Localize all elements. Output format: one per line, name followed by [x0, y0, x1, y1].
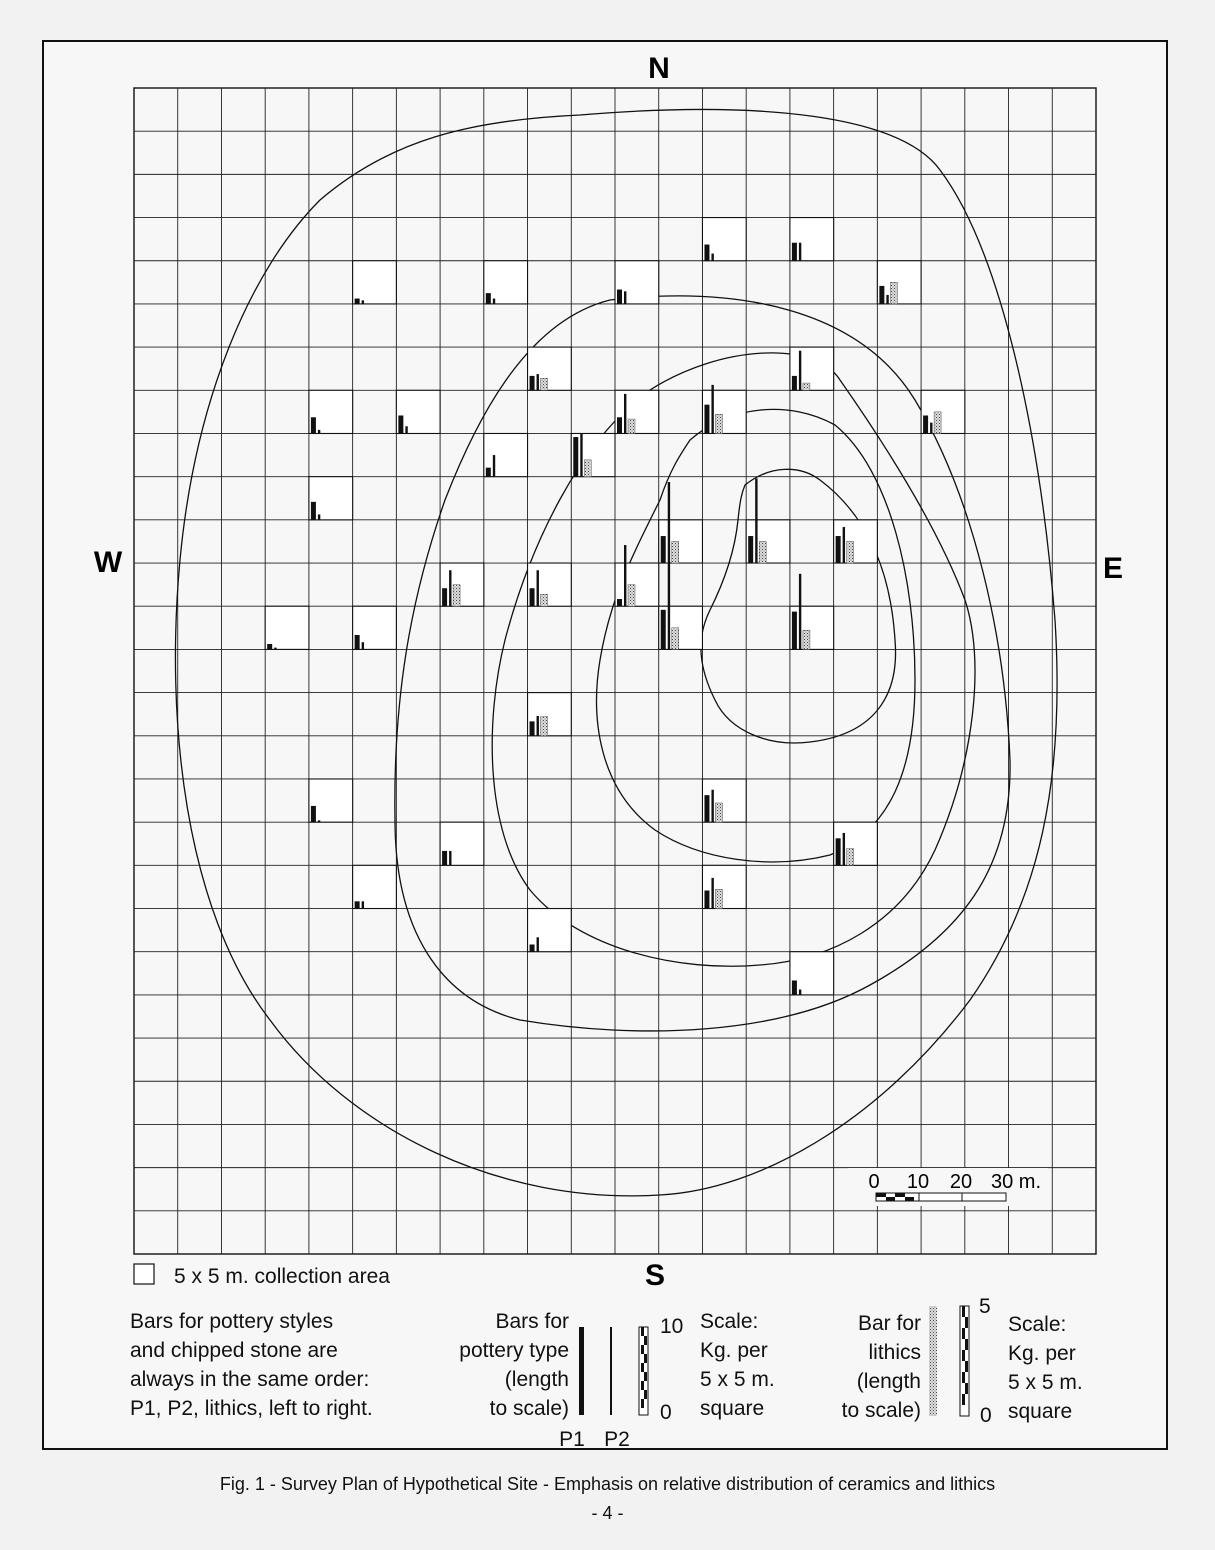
collection-square-outline [353, 261, 397, 304]
bar-p1 [486, 293, 491, 304]
bar-lithics [628, 419, 635, 433]
scale-tick-10: 10 [906, 1171, 930, 1193]
bar-p2 [843, 527, 845, 563]
collection-square [877, 261, 921, 304]
bar-p1 [267, 644, 272, 649]
bar-p1 [836, 536, 841, 563]
bar-p2 [624, 545, 626, 606]
bar-p2 [580, 433, 582, 476]
collection-square [484, 433, 528, 476]
collection-square [528, 563, 572, 606]
bar-lithics [759, 541, 766, 563]
scale-tick-0: 0 [868, 1171, 880, 1193]
collection-square [353, 606, 397, 649]
bar-p2 [274, 648, 276, 650]
pottery-p1-bar [579, 1327, 584, 1415]
lithics-scale-line-2: Kg. per [1008, 1342, 1076, 1365]
bar-p1 [748, 536, 753, 563]
north-label: N [648, 52, 670, 85]
bar-p1 [923, 415, 928, 433]
bar-p1 [355, 299, 360, 304]
collection-square [353, 865, 397, 908]
legend [130, 1264, 1083, 1451]
lithics-scale-ruler [960, 1306, 969, 1416]
bar-p2 [711, 790, 713, 822]
east-label: E [1102, 552, 1124, 585]
bar-p1 [573, 437, 578, 477]
bar-p2 [843, 833, 845, 865]
bar-p2 [405, 426, 407, 433]
pottery-scale-line-4: square [700, 1397, 765, 1420]
bar-p1 [792, 612, 797, 650]
lithics-scale-line-1: Scale: [1008, 1313, 1067, 1336]
lithics-scale-line-4: square [1008, 1400, 1073, 1423]
scale-tick-30: 30 m. [990, 1171, 1042, 1193]
bar-lithics [672, 541, 679, 563]
bar-p2 [799, 989, 801, 994]
west-label: W [93, 546, 123, 579]
bar-lithics [584, 460, 591, 477]
bar-lithics [541, 594, 548, 606]
lithics-scale-line-3: 5 x 5 m. [1008, 1371, 1083, 1394]
bar-p1 [792, 243, 797, 261]
collection-square [440, 563, 484, 606]
bar-p1 [704, 891, 709, 909]
bar-p2 [624, 394, 626, 434]
pottery-title-line-2: pottery type [459, 1339, 569, 1362]
bar-p2 [711, 254, 713, 261]
collection-area-swatch [134, 1264, 154, 1284]
bar-p1 [617, 290, 622, 304]
collection-square [702, 218, 746, 261]
bar-p1 [355, 635, 360, 649]
collection-square [790, 952, 834, 995]
bar-p2 [799, 574, 801, 650]
pottery-p2-bar [610, 1327, 612, 1415]
collection-square [702, 779, 746, 822]
collection-square [615, 545, 659, 606]
bar-p1 [530, 376, 535, 390]
bar-lithics [453, 585, 460, 607]
collection-square [702, 865, 746, 908]
bar-p1 [704, 405, 709, 434]
p1-label: P1 [559, 1428, 585, 1451]
collection-square [790, 347, 834, 390]
bar-p2 [318, 430, 320, 434]
collection-square [834, 520, 878, 563]
lithics-bar [929, 1306, 937, 1416]
bar-p1 [617, 417, 622, 433]
lithics-scale-min: 0 [980, 1404, 992, 1427]
bar-p1 [311, 417, 316, 433]
bar-lithics [672, 628, 679, 650]
bar-lithics [847, 541, 854, 563]
collection-square [528, 909, 572, 952]
collection-square [790, 218, 834, 261]
order-note-line-4: P1, P2, lithics, left to right. [130, 1397, 373, 1420]
bar-p1 [442, 588, 447, 606]
bar-p1 [486, 468, 491, 477]
bar-p2 [537, 937, 539, 951]
bar-p2 [537, 716, 539, 736]
bar-p2 [537, 570, 539, 606]
bar-p2 [930, 423, 932, 434]
page-number: - 4 - [591, 1503, 624, 1523]
bar-p1 [792, 376, 797, 390]
lithics-title-line-2: lithics [868, 1341, 921, 1364]
collection-square [659, 482, 703, 563]
bar-lithics [541, 717, 548, 736]
bar-p1 [879, 286, 884, 304]
collection-square [921, 390, 965, 433]
pottery-scale-min: 0 [660, 1401, 672, 1424]
collection-square [396, 390, 440, 433]
collection-square [834, 822, 878, 865]
bar-p2 [449, 570, 451, 606]
bar-p2 [755, 478, 757, 563]
bar-p2 [318, 820, 320, 822]
pottery-title-line-3: (length [504, 1368, 569, 1391]
bar-lithics [803, 383, 810, 390]
collection-square-outline [265, 606, 309, 649]
scale-tick-20: 20 [949, 1171, 973, 1193]
bar-p1 [355, 901, 360, 908]
bar-p1 [704, 795, 709, 822]
collection-square [309, 779, 353, 822]
figure-caption: Fig. 1 - Survey Plan of Hypothetical Site - Emphasis on relative distribution of ceramics and lithics [219, 1474, 996, 1494]
collection-square [309, 477, 353, 520]
pottery-scale-line-3: 5 x 5 m. [700, 1368, 775, 1391]
bar-p2 [362, 901, 364, 908]
order-note-line-1: Bars for pottery styles [130, 1310, 334, 1333]
bar-p2 [362, 300, 364, 304]
pottery-scale-line-2: Kg. per [700, 1339, 768, 1362]
bar-p2 [362, 642, 364, 649]
collection-square [571, 433, 615, 476]
bar-lithics [715, 414, 722, 433]
bar-lithics [803, 630, 810, 649]
bar-p2 [624, 291, 626, 304]
pottery-title-line-4: to scale) [489, 1397, 569, 1420]
bar-p2 [318, 514, 320, 519]
collection-square [790, 574, 834, 650]
collection-square [528, 693, 572, 736]
collection-square [528, 347, 572, 390]
bar-p2 [711, 878, 713, 909]
collection-square [265, 606, 309, 649]
collection-square [615, 390, 659, 433]
collection-square [746, 478, 790, 563]
collection-area-label: 5 x 5 m. collection area [174, 1265, 390, 1288]
collection-square [702, 385, 746, 434]
bar-p1 [661, 536, 666, 563]
bar-p2 [799, 243, 801, 261]
pottery-scale-ruler [639, 1327, 648, 1415]
bar-p2 [493, 455, 495, 477]
bar-p1 [311, 806, 316, 822]
bar-lithics [934, 412, 941, 434]
order-note-line-3: always in the same order: [130, 1368, 370, 1391]
scale-bar [848, 1168, 1048, 1206]
bar-p1 [836, 838, 841, 865]
bar-lithics [715, 803, 722, 822]
bar-p2 [668, 482, 670, 563]
order-note-line-2: and chipped stone are [130, 1339, 338, 1362]
collection-square [309, 390, 353, 433]
bar-lithics [890, 282, 897, 304]
bar-lithics [541, 378, 548, 390]
bar-p1 [530, 588, 535, 606]
bar-p1 [704, 245, 709, 261]
collection-square [440, 822, 484, 865]
south-label: S [644, 1259, 666, 1292]
bar-p1 [442, 851, 447, 865]
bar-p1 [661, 610, 666, 650]
lithics-title-line-3: (length [856, 1370, 921, 1393]
pottery-scale-line-1: Scale: [700, 1310, 759, 1333]
collection-square [615, 261, 659, 304]
bar-p2 [886, 295, 888, 304]
collection-square [659, 563, 703, 649]
bar-lithics [715, 889, 722, 908]
bar-p2 [537, 374, 539, 390]
bar-p2 [799, 351, 801, 391]
bar-lithics [628, 585, 635, 607]
bar-p2 [668, 563, 670, 649]
pottery-scale-max: 10 [660, 1315, 684, 1338]
collection-square [353, 261, 397, 304]
p2-label: P2 [604, 1428, 630, 1451]
bar-p1 [530, 945, 535, 952]
bar-p1 [530, 721, 535, 735]
collection-square [484, 261, 528, 304]
lithics-title-line-1: Bar for [857, 1312, 921, 1335]
bar-p1 [311, 502, 316, 520]
lithics-scale-max: 5 [979, 1295, 991, 1318]
bar-p1 [617, 599, 622, 606]
bar-lithics [847, 849, 854, 866]
bar-p1 [792, 980, 797, 994]
pottery-title-line-1: Bars for [495, 1310, 569, 1333]
lithics-title-line-4: to scale) [841, 1399, 921, 1422]
bar-p2 [449, 851, 451, 865]
bar-p1 [398, 415, 403, 433]
bar-p2 [711, 385, 713, 434]
bar-p2 [493, 299, 495, 304]
